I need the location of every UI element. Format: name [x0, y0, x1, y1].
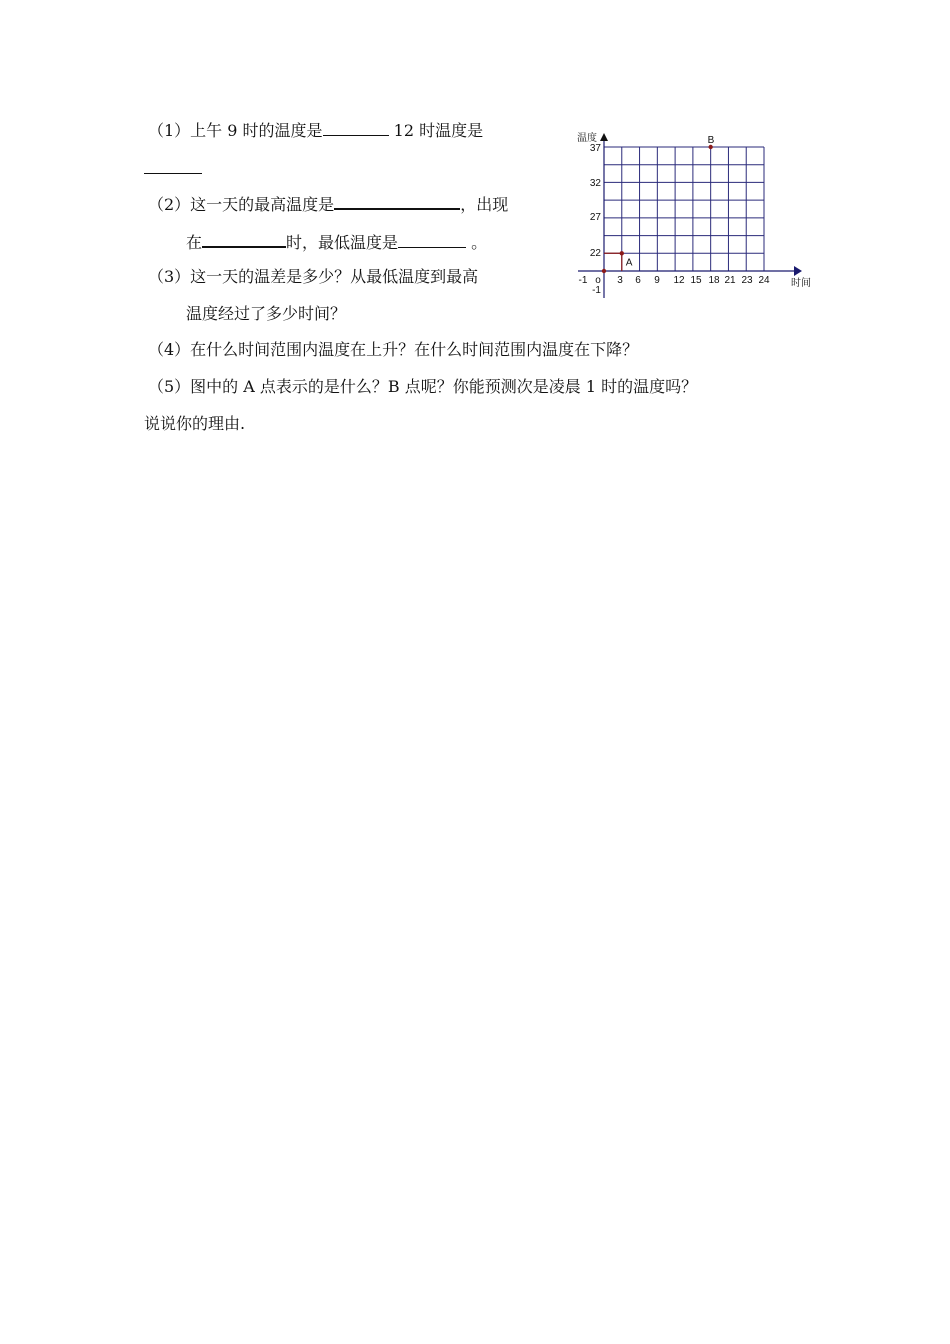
x-tick-label: 18 — [708, 275, 720, 286]
answer-blank-min-temp[interactable] — [398, 232, 466, 248]
question-2-part-a: （2）这一天的最高温度是 — [148, 195, 335, 214]
x-tick-label: 24 — [758, 275, 770, 286]
question-1-line-2 — [144, 158, 202, 179]
answer-blank-9am[interactable] — [323, 120, 389, 136]
y-axis-arrow — [600, 133, 608, 141]
question-2-part-c: 在 — [186, 233, 203, 252]
question-2-part-d: 时，最低温度是 — [286, 233, 399, 252]
x-tick-label: o — [595, 275, 601, 286]
y-axis-label: 温度 — [577, 133, 597, 144]
answer-blank-max-temp[interactable] — [334, 193, 460, 210]
data-point-origin — [602, 269, 606, 273]
point-label-b: B — [707, 135, 715, 146]
y-tick-label: 32 — [589, 178, 601, 189]
x-axis-label: 时间 — [791, 278, 811, 289]
x-tick-label: 21 — [724, 275, 736, 286]
answer-blank-12pm[interactable] — [144, 158, 202, 174]
temperature-chart — [574, 128, 820, 304]
question-3-line-2: 温度经过了多少时间？ — [186, 304, 347, 323]
question-5: （5）图中的 A 点表示的是什么？B 点呢？你能预测次是凌晨 1 时的温度吗？ — [148, 377, 698, 396]
question-2-part-b: ，出现 — [460, 195, 509, 214]
question-5-line-2: 说说你的理由. — [144, 414, 246, 433]
question-3: （3）这一天的温差是多少？从最低温度到最高 — [148, 267, 479, 286]
x-tick-label: 15 — [690, 275, 702, 286]
point-label-a: A — [625, 257, 633, 269]
x-tick-label: 6 — [635, 275, 641, 286]
x-axis-arrow — [794, 266, 802, 276]
y-tick-label: -1 — [592, 285, 601, 296]
y-tick-label: 27 — [589, 212, 601, 223]
question-1-part-b: 12 时温度是 — [388, 121, 484, 140]
question-2-part-e: 。 — [466, 233, 488, 252]
question-4: （4）在什么时间范围内温度在上升？在什么时间范围内温度在下降？ — [148, 340, 639, 359]
x-tick-label: 3 — [617, 275, 623, 286]
answer-blank-max-time[interactable] — [202, 231, 286, 248]
question-1 — [148, 120, 483, 141]
question-2-line-2 — [186, 231, 487, 253]
y-tick-label: 37 — [589, 143, 601, 154]
question-1-part-a: （1）上午 9 时的温度是 — [148, 121, 323, 140]
x-tick-label: -1 — [578, 275, 588, 286]
x-tick-label: 23 — [741, 275, 753, 286]
question-2 — [148, 193, 508, 215]
y-tick-label: 22 — [589, 248, 601, 259]
x-tick-label: 9 — [654, 275, 660, 286]
x-tick-label: 12 — [673, 275, 685, 286]
